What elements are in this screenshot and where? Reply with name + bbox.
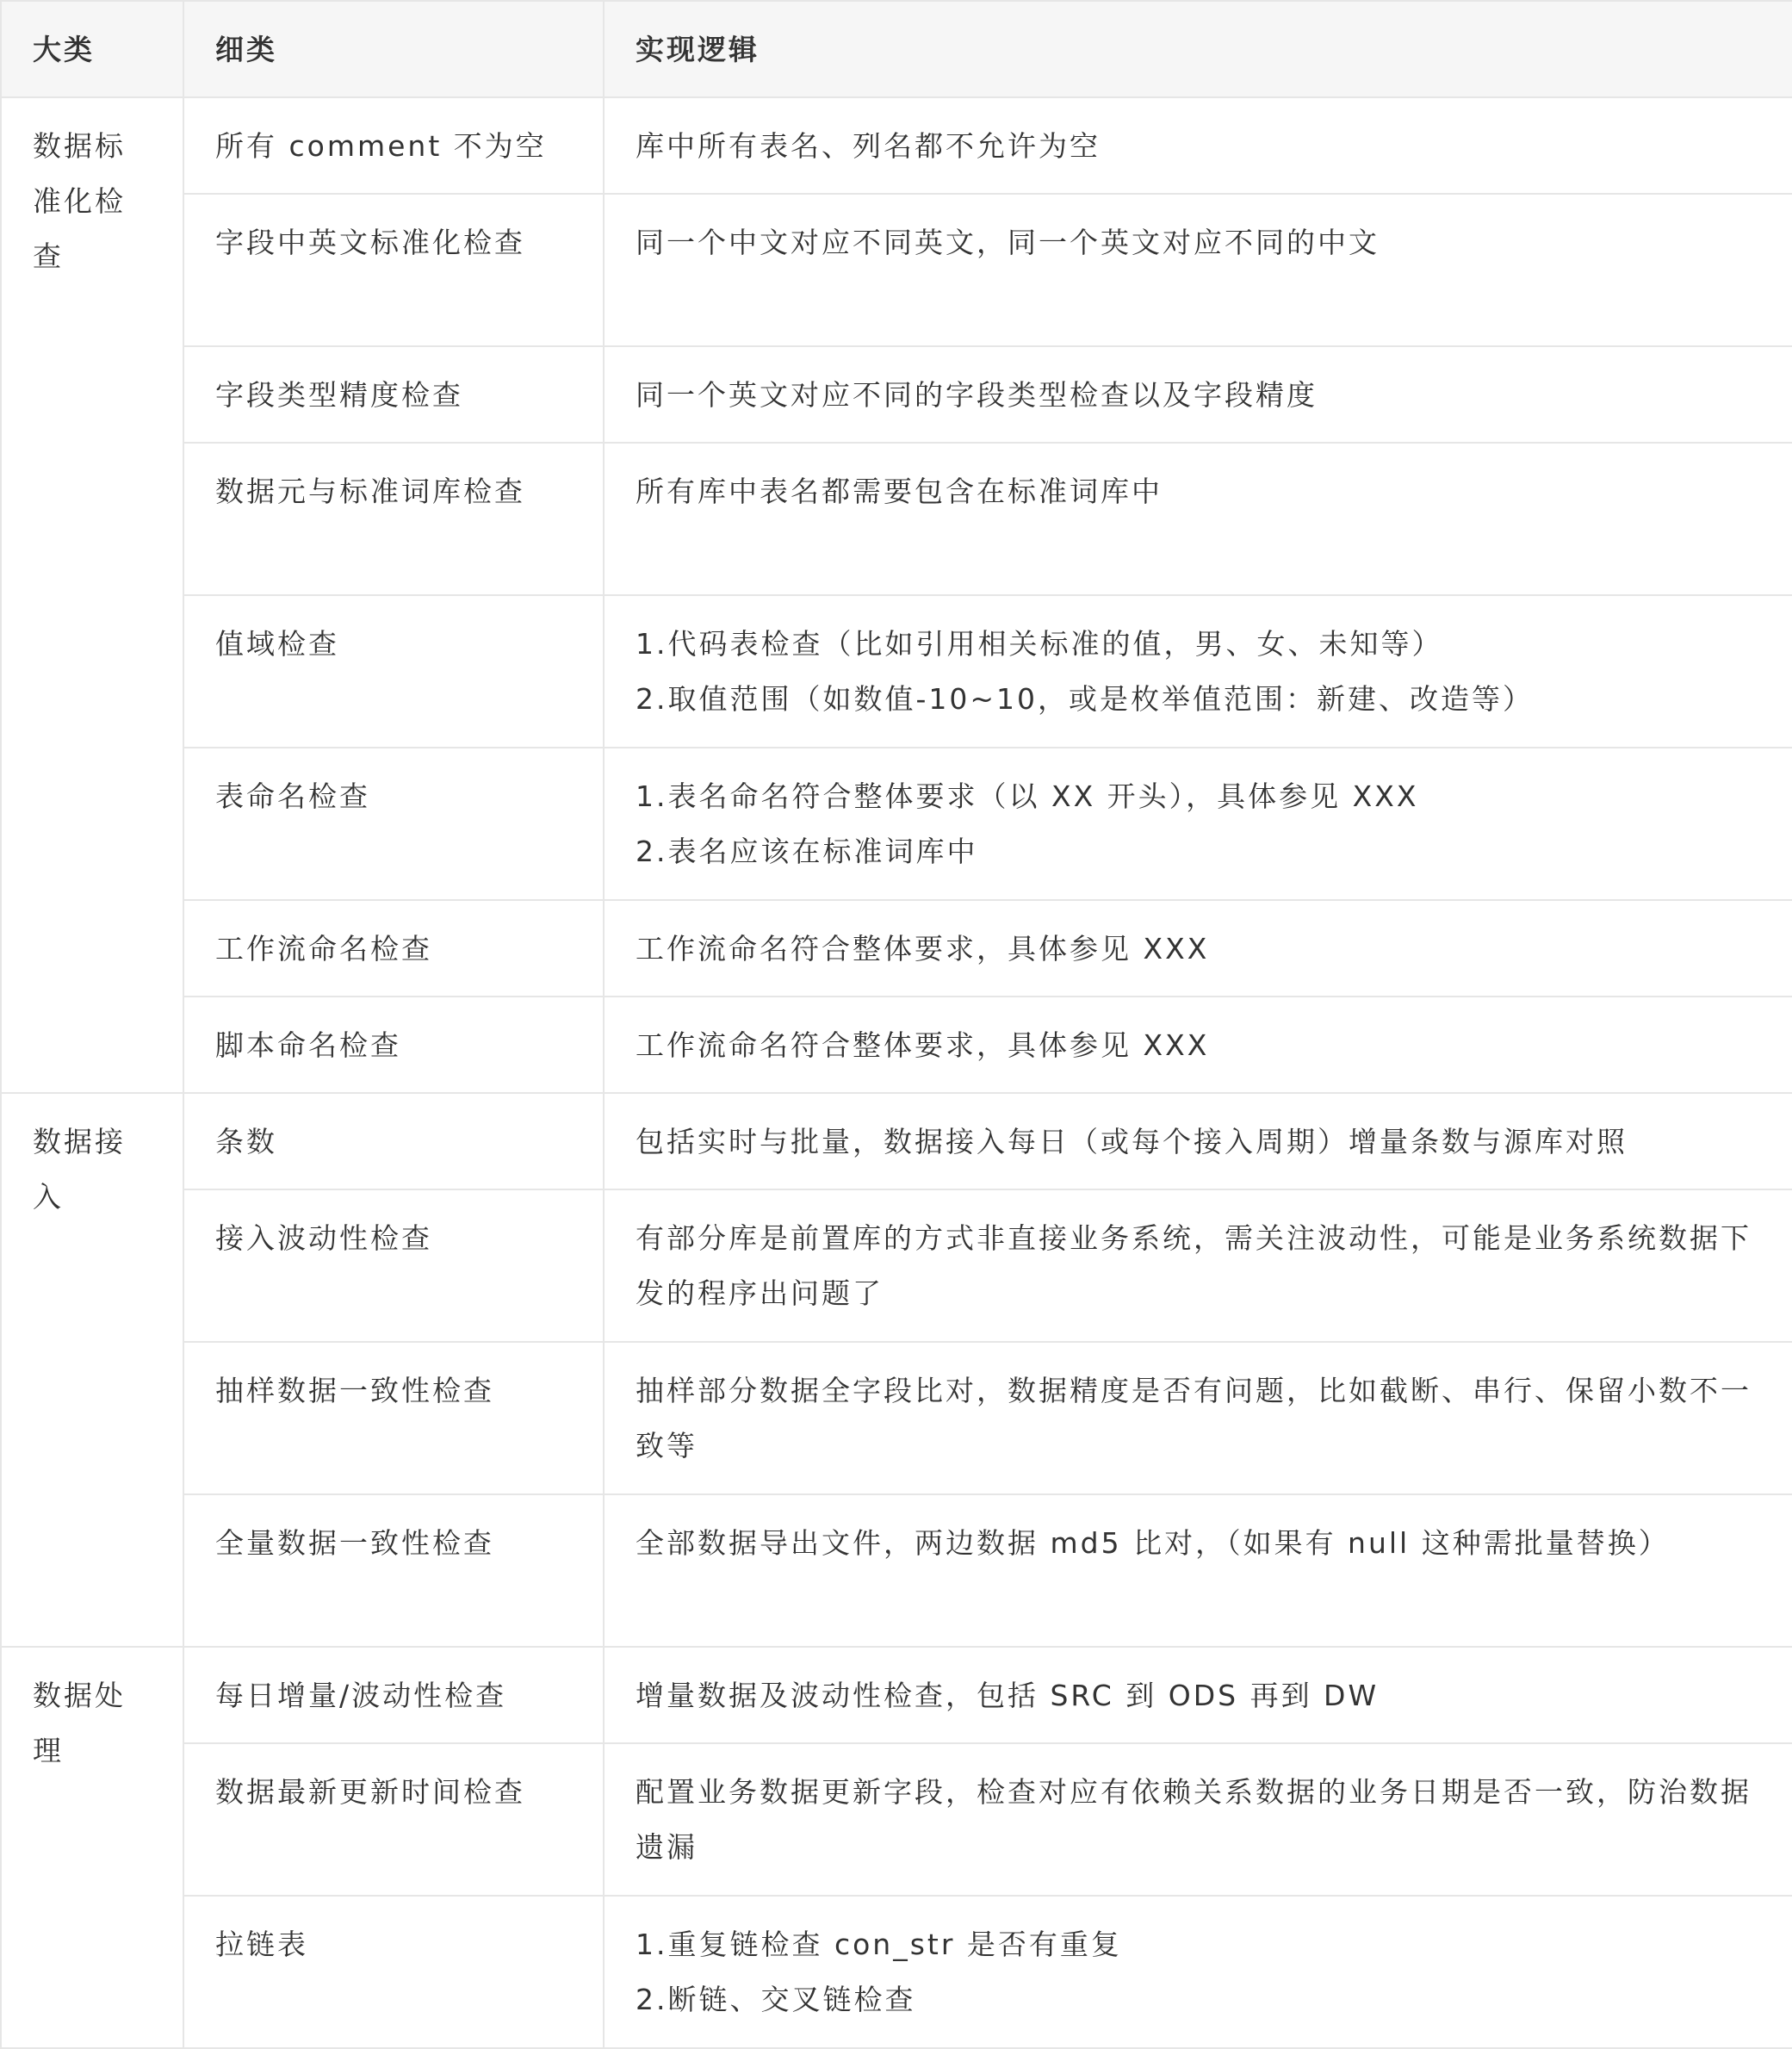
logic-cell	[604, 595, 1792, 748]
logic-text: 工作流命名符合整体要求，具体参见 XXX	[636, 1028, 1210, 1062]
subcategory-label: 数据元与标准词库检查	[215, 475, 525, 508]
logic-cell	[604, 1189, 1792, 1342]
subcategory-cell	[183, 1743, 604, 1896]
logic-text: 同一个英文对应不同的字段类型检查以及字段精度	[636, 378, 1318, 412]
logic-cell	[604, 346, 1792, 443]
logic-text: 所有库中表名都需要包含在标准词库中	[636, 475, 1163, 508]
table-row	[1, 748, 1792, 900]
subcategory-label: 条数	[215, 1125, 277, 1158]
subcategory-label: 全量数据一致性检查	[215, 1526, 494, 1560]
logic-text: 抽样部分数据全字段比对，数据精度是否有问题，比如截断、串行、保留小数不一致等	[636, 1374, 1752, 1462]
subcategory-cell	[183, 1896, 604, 2048]
table-row	[1, 997, 1792, 1093]
category-cell	[1, 1647, 183, 2048]
logic-cell	[604, 748, 1792, 900]
subcategory-cell	[183, 97, 604, 194]
header-logic: 实现逻辑	[604, 1, 1792, 97]
logic-text: 1.代码表检查（比如引用相关标准的值，男、女、未知等） 2.取值范围（如数值-10~10，或是枚举值范围：新建、改造等）	[636, 627, 1535, 716]
logic-cell	[604, 900, 1792, 997]
subcategory-label: 工作流命名检查	[215, 932, 432, 966]
logic-cell	[604, 1494, 1792, 1647]
subcategory-cell	[183, 1189, 604, 1342]
table-row	[1, 1342, 1792, 1494]
subcategory-cell	[183, 1342, 604, 1494]
category-cell	[1, 97, 183, 1093]
subcategory-cell	[183, 443, 604, 595]
table-row	[1, 1093, 1792, 1189]
table-row	[1, 97, 1792, 194]
table-row	[1, 1896, 1792, 2048]
table-row	[1, 443, 1792, 595]
subcategory-label: 拉链表	[215, 1928, 308, 1961]
subcategory-cell	[183, 997, 604, 1093]
logic-text: 有部分库是前置库的方式非直接业务系统，需关注波动性，可能是业务系统数据下发的程序出问题了	[636, 1221, 1752, 1310]
logic-cell	[604, 443, 1792, 595]
subcategory-label: 值域检查	[215, 627, 339, 661]
logic-text: 库中所有表名、列名都不允许为空	[636, 129, 1101, 163]
logic-text: 同一个中文对应不同英文，同一个英文对应不同的中文	[636, 226, 1380, 259]
logic-cell	[604, 1896, 1792, 2048]
logic-text: 增量数据及波动性检查，包括 SRC 到 ODS 再到 DW	[636, 1679, 1380, 1712]
table-row	[1, 1647, 1792, 1743]
subcategory-label: 接入波动性检查	[215, 1221, 432, 1255]
logic-text: 工作流命名符合整体要求，具体参见 XXX	[636, 932, 1210, 966]
subcategory-cell	[183, 900, 604, 997]
table-body	[1, 97, 1792, 2048]
logic-text: 包括实时与批量，数据接入每日（或每个接入周期）增量条数与源库对照	[636, 1125, 1628, 1158]
table-row	[1, 1494, 1792, 1647]
category-label: 数据处理	[33, 1679, 126, 1767]
subcategory-label: 字段类型精度检查	[215, 378, 463, 412]
subcategory-label: 脚本命名检查	[215, 1028, 401, 1062]
logic-cell	[604, 1342, 1792, 1494]
table-row	[1, 900, 1792, 997]
subcategory-cell	[183, 194, 604, 346]
table-header	[1, 1, 1792, 97]
category-label: 数据接入	[33, 1125, 126, 1214]
subcategory-label: 数据最新更新时间检查	[215, 1775, 525, 1809]
header-category: 大类	[1, 1, 183, 97]
logic-text: 1.重复链检查 con_str 是否有重复 2.断链、交叉链检查	[636, 1928, 1122, 2016]
subcategory-cell	[183, 1093, 604, 1189]
table-row	[1, 194, 1792, 346]
subcategory-cell	[183, 1647, 604, 1743]
logic-text: 1.表名命名符合整体要求（以 XX 开头），具体参见 XXX 2.表名应该在标准词库中	[636, 779, 1419, 868]
subcategory-label: 表命名检查	[215, 779, 370, 813]
header-subcategory: 细类	[183, 1, 604, 97]
table-row	[1, 1189, 1792, 1342]
logic-text: 配置业务数据更新字段，检查对应有依赖关系数据的业务日期是否一致，防治数据遗漏	[636, 1775, 1752, 1864]
logic-cell	[604, 97, 1792, 194]
table-row	[1, 346, 1792, 443]
subcategory-label: 每日增量/波动性检查	[215, 1679, 507, 1712]
subcategory-cell	[183, 1494, 604, 1647]
logic-cell	[604, 194, 1792, 346]
subcategory-label: 所有 comment 不为空	[215, 129, 547, 163]
table-row	[1, 595, 1792, 748]
logic-cell	[604, 997, 1792, 1093]
category-label: 数据标准化检查	[33, 129, 126, 273]
header-row	[1, 1, 1792, 97]
category-cell	[1, 1093, 183, 1647]
subcategory-label: 字段中英文标准化检查	[215, 226, 525, 259]
logic-cell	[604, 1647, 1792, 1743]
logic-text: 全部数据导出文件，两边数据 md5 比对，（如果有 null 这种需批量替换）	[636, 1526, 1670, 1560]
logic-cell	[604, 1093, 1792, 1189]
subcategory-cell	[183, 748, 604, 900]
subcategory-label: 抽样数据一致性检查	[215, 1374, 494, 1407]
logic-cell	[604, 1743, 1792, 1896]
subcategory-cell	[183, 595, 604, 748]
table-row	[1, 1743, 1792, 1896]
subcategory-cell	[183, 346, 604, 443]
